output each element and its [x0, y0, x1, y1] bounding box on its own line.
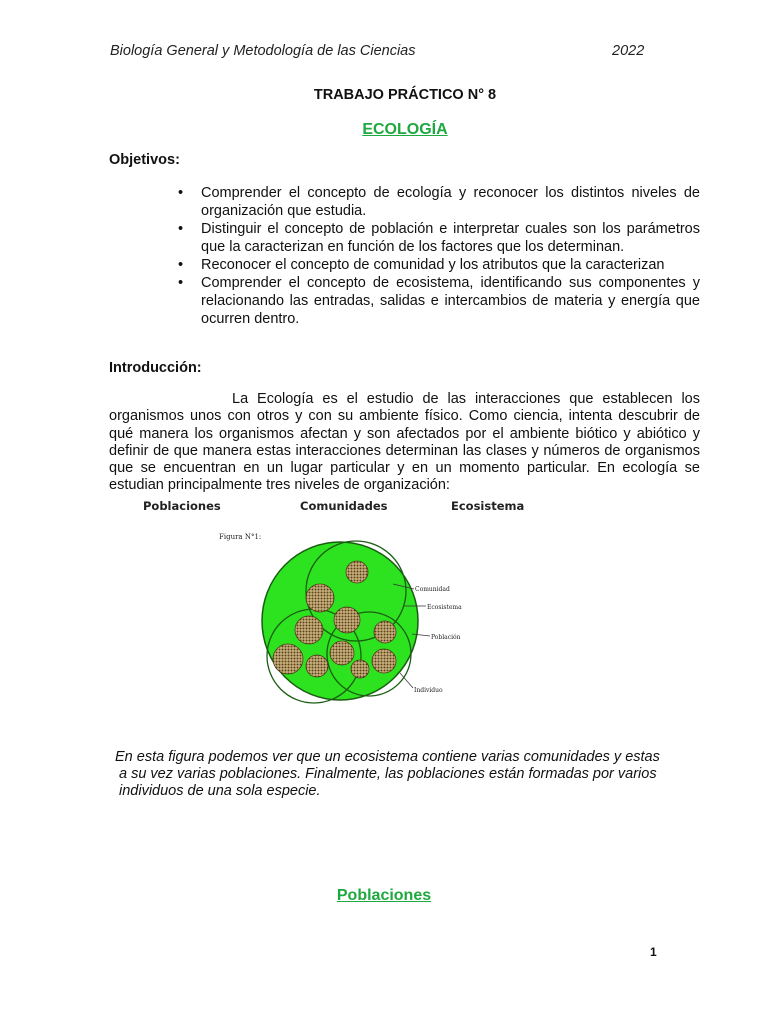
- objective-text: Comprender el concepto de ecosistema, identificando sus componentes y relacionando las entradas, salidas e intercambios de materia y energía que ocurren dentro.: [201, 275, 700, 327]
- bullet-icon: •: [178, 257, 184, 273]
- introduction-heading: Introducción:: [109, 360, 202, 376]
- objective-item: [175, 274, 700, 328]
- objective-item: [175, 256, 700, 274]
- individual-icon: [374, 621, 396, 643]
- individual-icon: [346, 561, 368, 583]
- topic-title: ECOLOGÍA: [362, 121, 448, 138]
- level-communities: Comunidades: [300, 499, 388, 513]
- individual-icon: [330, 641, 354, 665]
- individual-icon: [306, 655, 328, 677]
- figure-label: Figura N°1:: [219, 533, 262, 541]
- level-ecosystem: Ecosistema: [451, 499, 525, 513]
- page-number: 1: [650, 945, 657, 959]
- individual-icon: [306, 584, 334, 612]
- objective-text: Reconocer el concepto de comunidad y los atributos que la caracterizan: [201, 257, 665, 273]
- bullet-icon: •: [178, 221, 184, 237]
- annotation-community: Comunidad: [415, 586, 450, 593]
- objective-text: Comprender el concepto de ecología y reconocer los distintos niveles de organización que estudia.: [201, 185, 700, 219]
- bullet-icon: •: [178, 275, 184, 291]
- caption-line: a su vez varias poblaciones. Finalmente, las poblaciones están formadas por varios: [119, 766, 657, 782]
- individual-icon: [295, 616, 323, 644]
- bullet-icon: •: [178, 185, 184, 201]
- annotation-population: Población: [431, 634, 461, 641]
- objectives-heading: Objetivos:: [109, 152, 180, 168]
- caption-line: En esta figura podemos ver que un ecosistema contiene varias comunidades y estas: [115, 749, 660, 765]
- caption-line: individuos de una sola especie.: [119, 783, 321, 799]
- objective-item: [175, 220, 700, 256]
- document-title: TRABAJO PRÁCTICO N° 8: [313, 87, 497, 103]
- header-year: 2022: [612, 43, 645, 59]
- individual-icon: [351, 660, 369, 678]
- introduction-paragraph: La Ecología es el estudio de las interacciones que establecen los organismos unos con otros y con su ambiente físico. Como ciencia, intenta descubrir de qué manera los organismos afectan y son afectados por el ambiente biótico y abiótico y definir de que manera estas interacciones determinan las clases y números de organismos que se encuentran en un lugar particular y en un momento particular. En ecología se estudian principalmente tres niveles de organización:: [109, 391, 700, 494]
- objective-text: Distinguir el concepto de población e interpretar cuales son los parámetros que la caracterizan en función de los factores que los determinan.: [201, 221, 700, 255]
- annotation-ecosystem: Ecosistema: [427, 604, 462, 611]
- figure-caption: [115, 749, 705, 800]
- individual-icon: [372, 649, 396, 673]
- individual-icon: [334, 607, 360, 633]
- ecology-levels-figure: [218, 528, 483, 718]
- objective-item: [175, 184, 700, 220]
- objectives-list: [175, 184, 700, 328]
- annotation-individual: Individuo: [414, 687, 443, 694]
- level-populations: Poblaciones: [143, 499, 221, 513]
- section-title-poblaciones: Poblaciones: [336, 887, 432, 904]
- header-course: Biología General y Metodología de las Ciencias: [110, 43, 416, 59]
- individual-icon: [273, 644, 303, 674]
